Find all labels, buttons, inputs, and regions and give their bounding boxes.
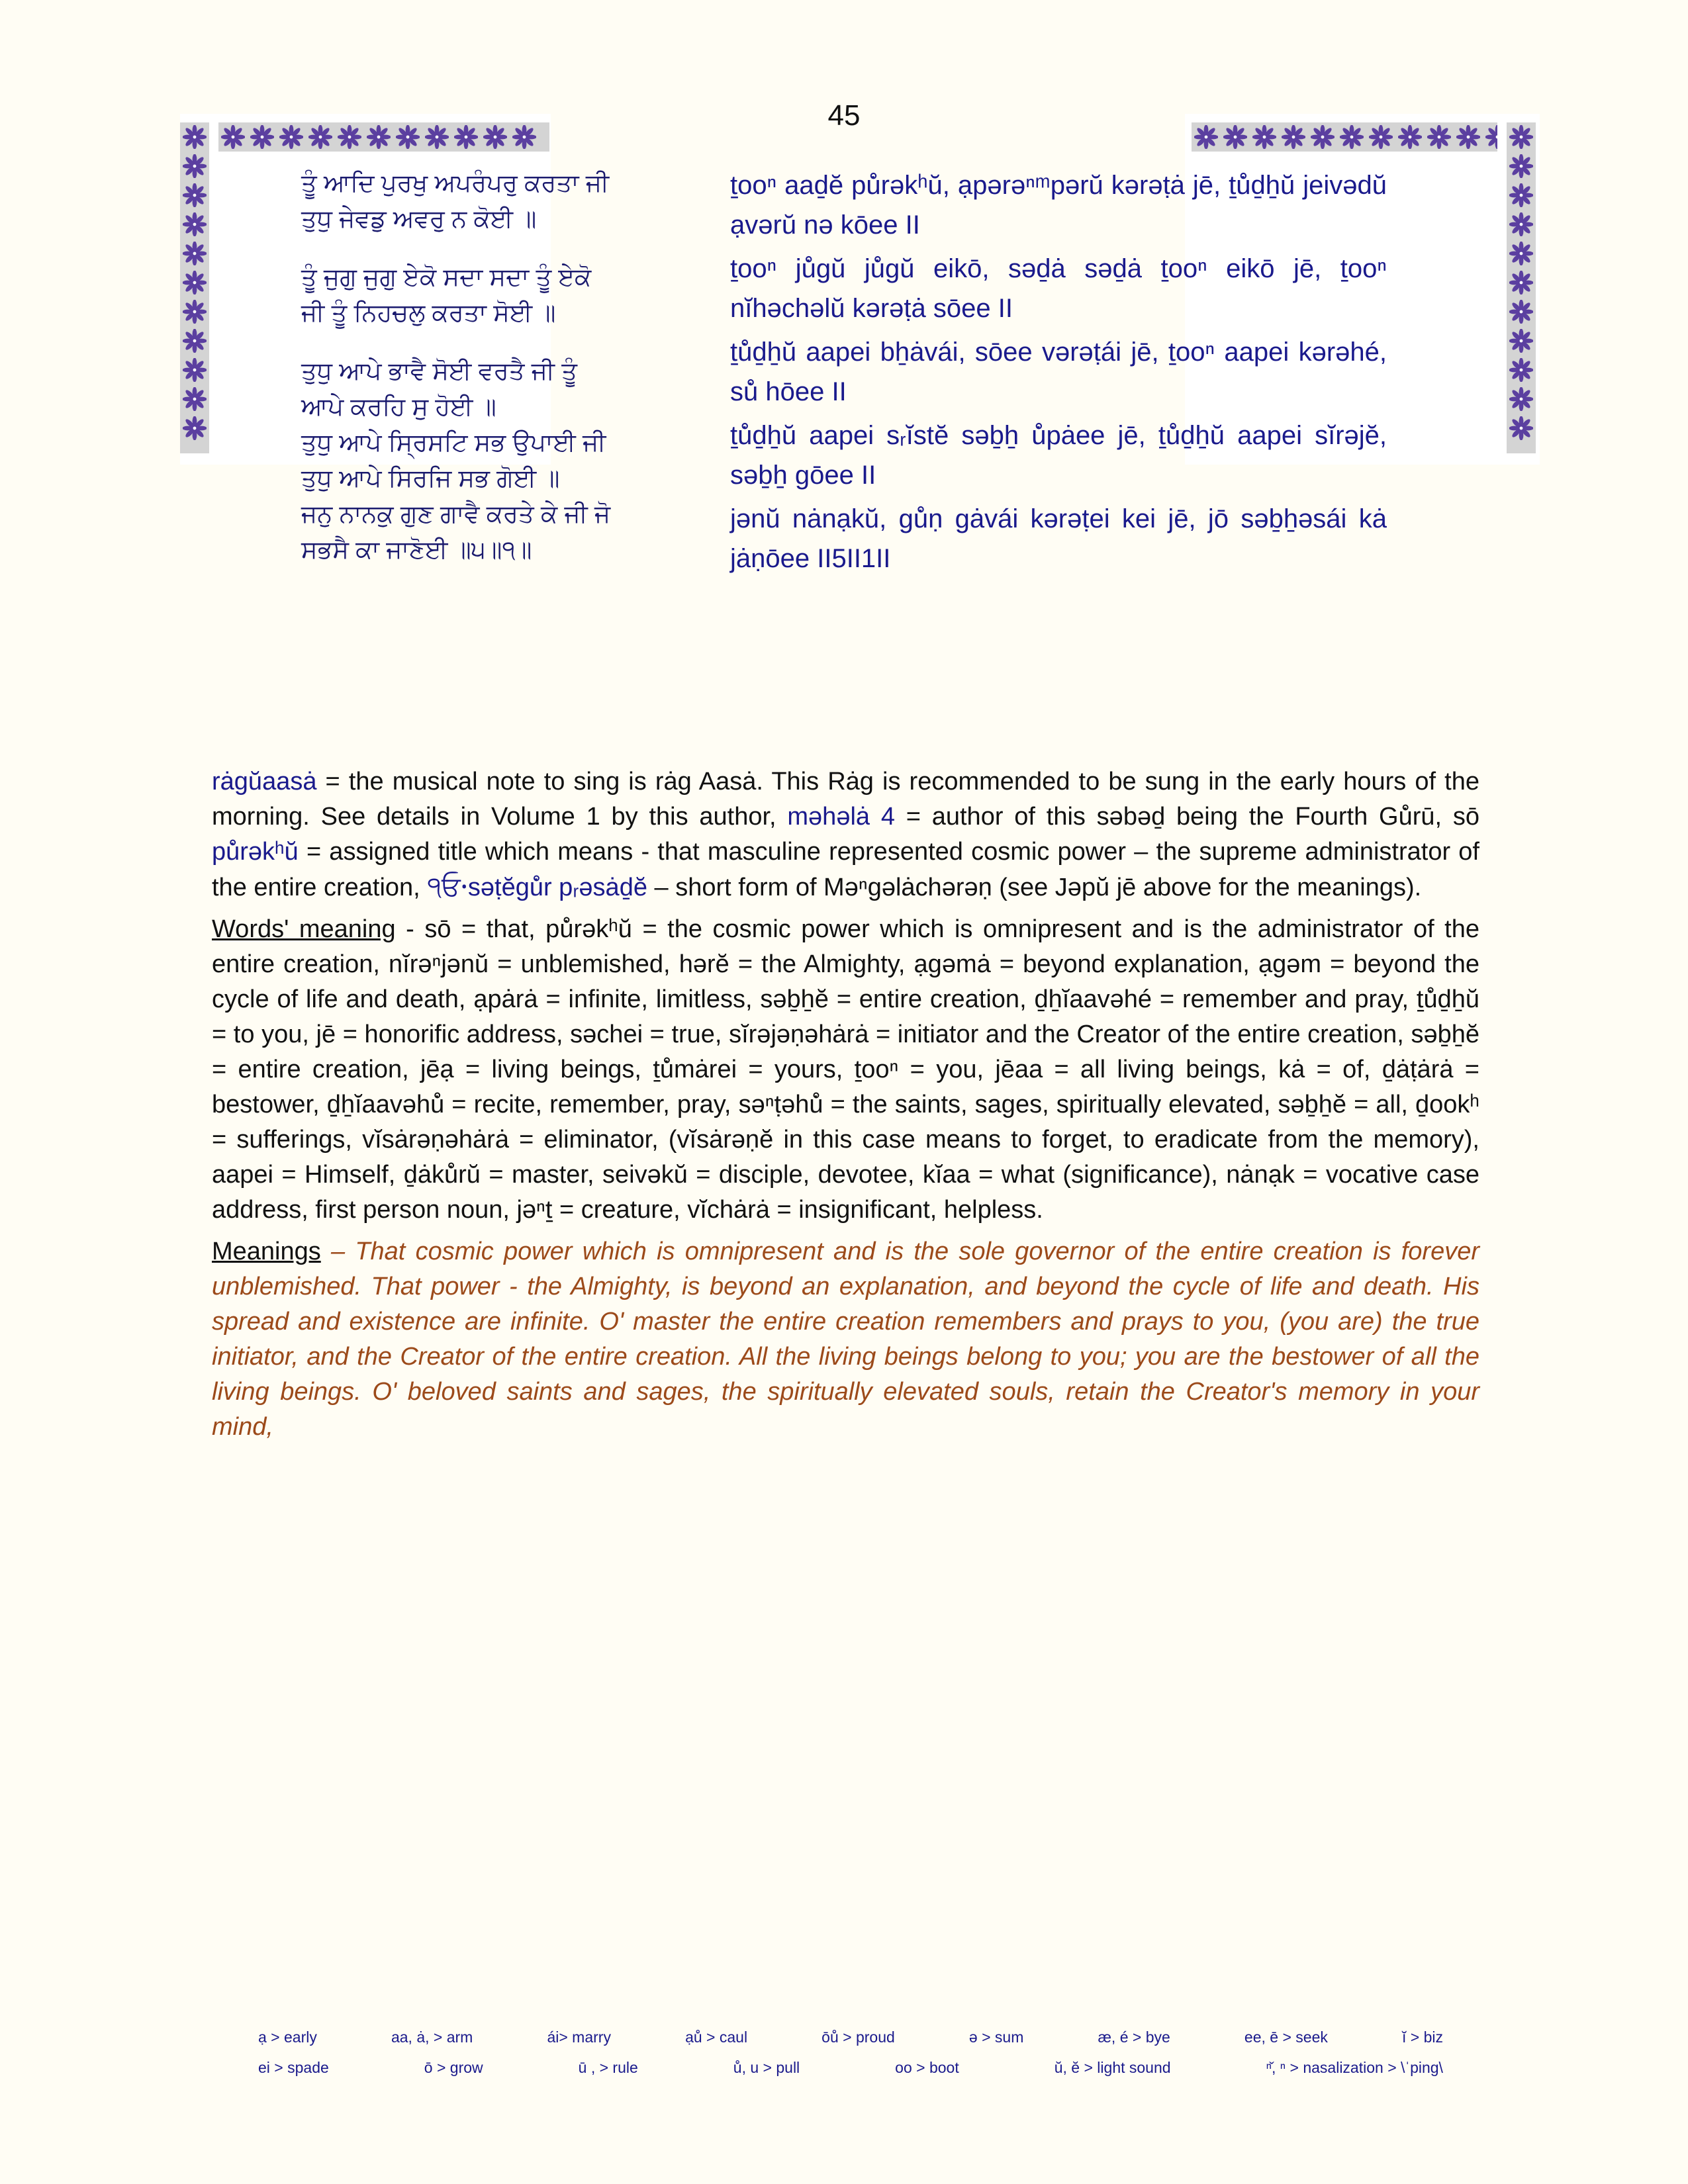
flower-motif-icon bbox=[393, 122, 422, 152]
intro-text-a: = the musical note to sing is rȧg Aasȧ. This Rȧg is recommended to be sung in the early hours of the morning. See details in Volume 1 by this author, bbox=[212, 768, 1479, 831]
meanings-heading: Meanings bbox=[212, 1238, 321, 1265]
transliteration-stanza: jənŭ nȧnạkŭ, gů̇ṇ gȧvái kərəṭei kei jē, jō səḇẖəsái kȧ jȧṇōee II5II1II bbox=[730, 504, 1387, 573]
pron-entry: aa, ȧ, > arm bbox=[391, 2028, 473, 2046]
pron-entry: ō > grow bbox=[424, 2059, 483, 2076]
pronunciation-key-row-2 bbox=[258, 2052, 1443, 2083]
pronunciation-key-row-1 bbox=[258, 2022, 1443, 2052]
words-meaning-heading: Words' meaning bbox=[212, 915, 396, 943]
flower-motif-icon bbox=[1454, 122, 1483, 152]
gurmukhi-line: ਤੂੰ ਜੁਗੁ ਜੁਗੁ ਏਕੋ ਸਦਾ ਸਦਾ ਤੂੰ ਏਕੋ bbox=[301, 263, 592, 291]
intro-text-d: – short form of Məⁿgəlȧchərəṇ (see Jəpŭ jē above for the meanings). bbox=[647, 874, 1422, 901]
gurmukhi-stanza bbox=[301, 259, 712, 331]
pron-entry: ĭ > biz bbox=[1401, 2028, 1443, 2046]
flower-motif-icon bbox=[1337, 122, 1366, 152]
flower-motif-icon bbox=[1395, 122, 1425, 152]
translit-term: aasȧ bbox=[262, 768, 317, 796]
gurmukhi-stanza bbox=[301, 425, 712, 496]
pron-entry: æ, é > bye bbox=[1098, 2028, 1170, 2046]
transliteration-stanza: ṯooⁿ aaḏĕ pů̇rəkʰŭ, ạpərəⁿᵐpərŭ kərəṭȧ jē, ṯů̇ḏẖŭ jeivədŭ ạvərŭ nə kōee II bbox=[730, 171, 1387, 240]
gurmukhi-line: ਤੁਧੁ ਜੇਵਡੁ ਅਵਰੁ ਨ ਕੋਈ ॥ bbox=[301, 205, 537, 232]
flower-motif-icon bbox=[364, 122, 393, 152]
intro-text-b: = author of this səbəḏ being the Fourth Gů̇rū, sō bbox=[894, 803, 1479, 831]
gurmukhi-stanza bbox=[301, 165, 712, 237]
gurmukhi-line: ਤੁਧੁ ਆਪੇ ਭਾਵੈ ਸੋਈ ਵਰਤੈ ਜੀ ਤੂੰ bbox=[301, 357, 577, 385]
translit-term: məhəlȧ 4 bbox=[787, 803, 895, 831]
flower-motif-icon bbox=[1425, 122, 1454, 152]
flower-motif-icon bbox=[510, 122, 539, 152]
flower-motif-icon bbox=[306, 122, 335, 152]
words-meaning-text: - sō = that, pů̇rəkʰŭ = the cosmic power which is omnipresent and is the administrator of the entire creation, nĭrəⁿjənŭ = unblemished, hərĕ = the Almighty, ạgəmȧ = beyond explanation, ạgəm = beyond the cycle of life and death, ạpȧrȧ = infinite, limitless, səḇẖĕ = entire creation, ḏẖĭaavəhé = remember and pray, ṯů̇ḏẖŭ = to you, jē = honorific address, səchei = true, sĭrəjəṇəhȧrȧ = initiator and the Creator of the entire creation, səḇẖĕ = entire creation, jēạ = living beings, ṯů̇mȧrei = yours, ṯooⁿ = you, jēaa = all living beings, kȧ = of, ḏȧṭȧrȧ = bestower, ḏẖĭaavəhů̇ = recite, remember, pray, səⁿṭəhů̇ = the saints, sages, spiritually elevated, səḇẖĕ = all, ḏookʰ = sufferings, vĭsȧrəṇəhȧrȧ = eliminator, (vĭsȧrəṇĕ in this case means to forget, to eradicate from the memory), aapei = Himself, ḏȧků̇rŭ = master, seivəkŭ = disciple, devotee, kĭaa = what (significance), nȧnạk = vocative case address, first person noun, jəⁿṯ = creature, vĭchȧrȧ = insignificant, helpless. bbox=[212, 915, 1480, 1224]
words-meaning-paragraph bbox=[212, 912, 1479, 1228]
transliteration-column bbox=[712, 165, 1387, 582]
intro-text-c: = assigned title which means - that masculine represented cosmic power – the supreme administrator of the entire creation, bbox=[212, 838, 1479, 901]
flower-motif-icon bbox=[248, 122, 277, 152]
translit-term: səṭĕgů̇r pᵣəsȧḏĕ bbox=[467, 874, 647, 901]
scripture-block bbox=[0, 165, 1688, 582]
pron-entry: ei > spade bbox=[258, 2059, 329, 2076]
flower-motif-icon bbox=[1192, 122, 1221, 152]
flower-motif-icon bbox=[1250, 122, 1279, 152]
translit-term: rȧgŭ bbox=[212, 768, 263, 796]
transliteration-stanza: ṯů̇ḏẖŭ aapei sᵣĭstĕ səḇẖ ů̇pȧee jē, ṯů̇ḏẖŭ aapei sĭrəjĕ, səḇẖ gōee II bbox=[730, 421, 1387, 490]
pron-entry: ee, ē > seek bbox=[1244, 2028, 1328, 2046]
decorative-border-top-left bbox=[218, 122, 549, 152]
flower-motif-icon bbox=[180, 122, 209, 152]
gurmukhi-stanza bbox=[301, 496, 712, 568]
gurmukhi-stanza bbox=[301, 353, 712, 425]
transliteration-stanza: ṯů̇ḏẖŭ aapei bẖȧvái, sōee vərəṭái jē, ṯooⁿ aapei kərəhé, sů̇ hōee II bbox=[730, 338, 1387, 406]
pron-entry: ə > sum bbox=[968, 2028, 1024, 2046]
pron-entry: ạ > early bbox=[258, 2028, 317, 2046]
meanings-text: – That cosmic power which is omnipresent and is the sole governor of the entire creation is forever unblemished. That power - the Almighty, is beyond an explanation, and beyond the cycle of life and death. His spread and existence are infinite. O' master the entire creation remembers and prays to you, (you are) the true initiator, and the Creator of the entire creation. All the living beings belong to you; you are the bestower of all the living beings. O' beloved saints and sages, the spiritually elevated souls, retain the Creator's memory in your mind, bbox=[212, 1238, 1479, 1441]
decorative-border-top-right bbox=[1192, 122, 1497, 152]
pronunciation-key bbox=[258, 2022, 1443, 2083]
meanings-paragraph bbox=[212, 1234, 1479, 1445]
intro-paragraph bbox=[212, 764, 1479, 905]
flower-motif-icon bbox=[277, 122, 306, 152]
gurmukhi-line: ਤੁਧੁ ਆਪੇ ਸਿਰਜਿ ਸਭ ਗੋਈ ॥ bbox=[301, 465, 560, 492]
gurmukhi-line: ਤੁਧੁ ਆਪੇ ਸ੍ਰਿਸਟਿ ਸਭ ਉਪਾਈ ਜੀ bbox=[301, 429, 606, 456]
flower-motif-icon bbox=[218, 122, 248, 152]
flower-motif-icon bbox=[335, 122, 364, 152]
ik-onkar-symbol: ੧ਓ੶ bbox=[427, 872, 468, 901]
pron-entry: ū , > rule bbox=[578, 2059, 638, 2076]
flower-motif-icon bbox=[1221, 122, 1250, 152]
gurmukhi-line: ਜਨੁ ਨਾਨਕੁ ਗੁਣ ਗਾਵੈ ਕਰਤੇ ਕੇ ਜੀ ਜੋ bbox=[301, 500, 611, 527]
gurmukhi-line: ਜੀ ਤੂੰ ਨਿਹਚਲੁ ਕਰਤਾ ਸੋਈ ॥ bbox=[301, 299, 556, 326]
flower-motif-icon bbox=[1308, 122, 1337, 152]
pron-entry: ⁿ̌, ⁿ > nasalization > \ˈping\ bbox=[1266, 2059, 1443, 2076]
flower-motif-icon bbox=[1366, 122, 1395, 152]
gurmukhi-column bbox=[195, 165, 712, 568]
transliteration-stanza: ṯooⁿ jů̇gŭ jů̇gŭ eikō, səḏȧ səḏȧ ṯooⁿ eikō jē, ṯooⁿ nĭhəchəlŭ kərəṭȧ sōee II bbox=[730, 254, 1387, 323]
gurmukhi-line: ਆਪੇ ਕਰਹਿ ਸੁ ਹੋਈ ॥ bbox=[301, 393, 496, 420]
pron-entry: ái> marry bbox=[547, 2028, 611, 2046]
translit-term: pů̇rəkʰŭ bbox=[212, 838, 299, 866]
page-number: 45 bbox=[827, 99, 861, 132]
prose-body bbox=[212, 764, 1479, 1451]
flower-motif-icon bbox=[1279, 122, 1308, 152]
pron-entry: ŭ, ĕ > light sound bbox=[1054, 2059, 1171, 2076]
pron-entry: ạů̇ > caul bbox=[685, 2028, 748, 2046]
gurmukhi-line: ਤੂੰ ਆਦਿ ਪੁਰਖੁ ਅਪਰੰਪਰੁ ਕਰਤਾ ਜੀ bbox=[301, 169, 610, 197]
pron-entry: ōů̇ > proud bbox=[821, 2028, 895, 2046]
flower-motif-icon bbox=[481, 122, 510, 152]
gurmukhi-line: ਸਭਸੈ ਕਾ ਜਾਣੋਈ ॥੫॥੧॥ bbox=[301, 536, 532, 563]
pron-entry: oo > boot bbox=[895, 2059, 959, 2076]
flower-motif-icon bbox=[422, 122, 451, 152]
flower-motif-icon bbox=[1483, 122, 1497, 152]
pron-entry: ů̇, u > pull bbox=[733, 2059, 800, 2076]
flower-motif-icon bbox=[1507, 122, 1536, 152]
flower-motif-icon bbox=[451, 122, 481, 152]
